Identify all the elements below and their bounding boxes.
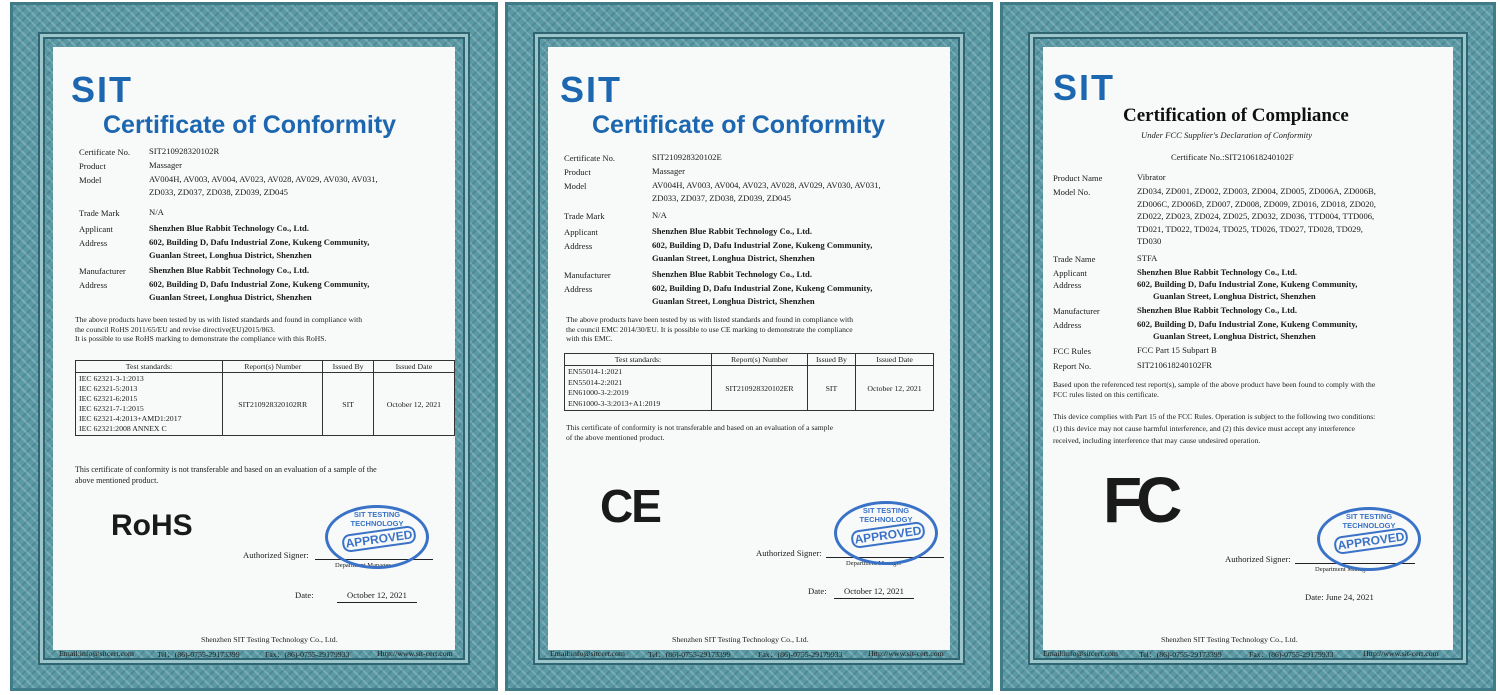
footer-email: Email:info@sitcert.com <box>550 649 625 658</box>
model-line: TD030 <box>1137 236 1162 246</box>
field-value: 602, Building D, Dafu Industrial Zone, Kukeng Community, <box>1137 279 1358 289</box>
field-label: Trade Mark <box>564 211 605 221</box>
certificate-paper <box>53 47 455 659</box>
field-label: Applicant <box>1053 268 1087 278</box>
model-line: TD021, TD022, TD024, TD025, TD026, TD027, TD028, TD029, <box>1137 223 1363 234</box>
footer-http: Http://www.sit-cert.com <box>377 649 453 658</box>
certificate-fcc <box>1000 2 1496 691</box>
stamp-ring-text: SIT TESTING TECHNOLOGY <box>350 510 404 528</box>
table-cell: SIT <box>323 373 373 436</box>
model-list <box>1137 185 1376 248</box>
field-label: Certificate No. <box>564 153 616 163</box>
standard-item: EN55014-2:2021 <box>568 377 623 387</box>
footer-fax: Fax：(86)-0755-29179933 <box>265 650 350 659</box>
date-label: Date: <box>295 590 314 600</box>
test-standards-table <box>75 360 455 436</box>
field-value: 602, Building D, Dafu Industrial Zone, Kukeng Community, <box>1137 319 1358 329</box>
stamp-center-text: APPROVED <box>1333 527 1409 555</box>
footer-tel: Tel：(86)-0755-29173399 <box>648 650 731 659</box>
field-label: Address <box>564 284 593 294</box>
standard-item: IEC 62321:2008 ANNEX C <box>79 424 167 433</box>
date-label: Date: <box>808 586 827 596</box>
test-standards-table <box>564 353 934 411</box>
footer-fax: Fax：(86)-0755-29179933 <box>1249 650 1334 659</box>
field-label: Manufacturer <box>79 266 126 276</box>
field-label: Manufacturer <box>1053 306 1100 316</box>
field-value: Massager <box>149 160 182 170</box>
transfer-note <box>75 464 455 486</box>
date-text: Date: June 24, 2021 <box>1305 592 1374 602</box>
footer-company: Shenzhen SIT Testing Technology Co., Ltd. <box>672 635 809 644</box>
field-label: Product Name <box>1053 173 1103 183</box>
signer-title: Department Manager <box>335 562 391 569</box>
field-value-line2: Guanlan Street, Longhua District, Shenzhen <box>1153 331 1316 341</box>
standard-item: IEC 62321-7-1:2015 <box>79 404 144 413</box>
field-label: Report No. <box>1053 361 1092 371</box>
field-label: Address <box>564 241 593 251</box>
field-label: Address <box>1053 280 1082 290</box>
standard-item: EN61000-3-3:2013+A1:2019 <box>568 398 661 408</box>
table-cell-standards <box>565 366 712 411</box>
statement-line: FCC rules listed on this certificate. <box>1053 389 1159 399</box>
field-value: Shenzhen Blue Rabbit Technology Co., Ltd. <box>1137 267 1297 277</box>
ce-mark: CE <box>600 480 660 532</box>
stamp-center-text: APPROVED <box>850 521 926 549</box>
field-value-line2: Guanlan Street, Longhua District, Shenzhen <box>652 253 815 263</box>
statement-line: received, including interference that may cause undesired operation. <box>1053 436 1261 445</box>
field-value-line2: Guanlan Street, Longhua District, Shenzhen <box>149 292 312 302</box>
table-header: Report(s) Number <box>712 354 808 366</box>
certificate-paper <box>548 47 950 659</box>
field-value: SIT210618240102FR <box>1137 360 1212 370</box>
fcc-compliance-statement <box>1053 411 1449 447</box>
stamp-center-text: APPROVED <box>341 525 417 553</box>
model-line: ZD022, ZD023, ZD024, ZD025, ZD032, ZD036, TTD004, TTD006, <box>1137 211 1375 221</box>
field-value: 602, Building D, Dafu Industrial Zone, Kukeng Community, <box>652 240 873 250</box>
field-label: Applicant <box>79 224 113 234</box>
field-label: Trade Name <box>1053 254 1096 264</box>
field-value: Shenzhen Blue Rabbit Technology Co., Ltd. <box>149 223 309 233</box>
footer-tel: Tel：(86)-0755-29173399 <box>1139 650 1222 659</box>
footer-company: Shenzhen SIT Testing Technology Co., Ltd. <box>201 635 338 644</box>
field-label: FCC Rules <box>1053 346 1091 356</box>
note-line: This certificate of conformity is not transferable and based on an evaluation of a sample <box>566 423 833 432</box>
footer-http: Http://www.sit-cert.com <box>868 649 944 658</box>
field-value-line2: Guanlan Street, Longhua District, Shenzhen <box>652 296 815 306</box>
signer-title: Department Manager <box>846 560 902 567</box>
field-value: 602, Building D, Dafu Industrial Zone, Kukeng Community, <box>149 279 370 289</box>
certificate-subtitle: Under FCC Supplier's Declaration of Conformity <box>1141 130 1313 140</box>
stamp-ring-text: SIT TESTING TECHNOLOGY <box>859 506 913 524</box>
field-label: Manufacturer <box>564 270 611 280</box>
field-label: Model No. <box>1053 187 1091 197</box>
certificate-number: Certificate No.:SIT210618240102F <box>1171 152 1294 162</box>
field-value: Shenzhen Blue Rabbit Technology Co., Ltd. <box>652 269 812 279</box>
field-value: 602, Building D, Dafu Industrial Zone, Kukeng Community, <box>652 283 873 293</box>
field-label: Applicant <box>564 227 598 237</box>
statement-line: the council EMC 2014/30/EU. It is possible to use CE marking to demonstrate the compliance <box>566 324 853 334</box>
standard-item: IEC 62321-6:2015 <box>79 394 138 403</box>
certificate-rohs <box>10 2 498 691</box>
table-cell: SIT210928320102ER <box>712 366 808 411</box>
field-value: STFA <box>1137 253 1158 263</box>
field-value: Shenzhen Blue Rabbit Technology Co., Ltd. <box>1137 305 1297 315</box>
table-header: Issued Date <box>856 354 934 366</box>
table-cell: October 12, 2021 <box>373 373 454 436</box>
field-value: 602, Building D, Dafu Industrial Zone, Kukeng Community, <box>149 237 370 247</box>
note-line: of the above mentioned product. <box>566 432 665 442</box>
table-cell-standards <box>76 373 223 436</box>
table-cell: October 12, 2021 <box>856 366 934 411</box>
sit-logo: SIT <box>560 69 623 110</box>
field-value: SIT210928320102R <box>149 146 220 156</box>
signer-label: Authorized Signer: <box>1225 554 1291 564</box>
statement-line: The above products have been tested by us with listed standards and found in compliance with <box>75 315 363 324</box>
compliance-statement <box>566 315 946 344</box>
note-line: above mentioned product. <box>75 476 159 485</box>
statement-line: (1) this device may not cause harmful interference, and (2) this device must accept any interference <box>1053 424 1355 433</box>
table-header: Test standards: <box>565 354 712 366</box>
field-value: N/A <box>652 210 667 220</box>
statement-line: This device complies with Part 15 of the FCC Rules. Operation is subject to the following two conditions: <box>1053 412 1376 421</box>
field-value-line2: Guanlan Street, Longhua District, Shenzhen <box>1153 291 1316 301</box>
approved-stamp <box>834 501 938 565</box>
sit-logo: SIT <box>71 69 134 110</box>
field-value-line2: ZD033, ZD037, ZD038, ZD039, ZD045 <box>149 187 288 197</box>
stamp-ring-text: SIT TESTING TECHNOLOGY <box>1342 512 1396 530</box>
compliance-statement <box>75 315 455 344</box>
field-label: Address <box>79 238 108 248</box>
date-value: October 12, 2021 <box>834 585 914 599</box>
date-value: October 12, 2021 <box>337 589 417 603</box>
standard-item: IEC 62321-5:2013 <box>79 384 138 393</box>
based-statement <box>1053 380 1449 399</box>
footer-email: Email:info@sitcert.com <box>1043 649 1118 658</box>
model-line: ZD006C, ZD006D, ZD007, ZD008, ZD009, ZD016, ZD018, ZD020, <box>1137 198 1376 209</box>
signer-title: Department Manager <box>1315 566 1371 573</box>
field-label: Model <box>79 175 102 185</box>
table-cell: SIT210928320102RR <box>223 373 323 436</box>
standard-item: EN61000-3-2:2019 <box>568 388 629 397</box>
field-value: Shenzhen Blue Rabbit Technology Co., Ltd. <box>149 265 309 275</box>
statement-line: with this EMC. <box>566 334 613 343</box>
footer-company: Shenzhen SIT Testing Technology Co., Ltd. <box>1161 635 1298 644</box>
approved-stamp <box>1317 507 1421 571</box>
statement-line: The above products have been tested by us with listed standards and found in compliance with <box>566 315 854 324</box>
statement-line: Based upon the referenced test report(s), sample of the above product have been found to comply with the <box>1053 380 1376 389</box>
field-value-line2: Guanlan Street, Longhua District, Shenzhen <box>149 250 312 260</box>
standard-item: IEC 62321-4:2013+AMD1:2017 <box>79 414 182 423</box>
field-value: SIT210928320102E <box>652 152 722 162</box>
field-value: Vibrator <box>1137 172 1166 182</box>
statement-line: the council RoHS 2011/65/EU and revise directive(EU)2015/863. <box>75 324 275 334</box>
certificate-ce <box>505 2 993 691</box>
field-label: Trade Mark <box>79 208 120 218</box>
field-value: FCC Part 15 Subpart B <box>1137 345 1217 355</box>
standard-item: IEC 62321-3-1:2013 <box>79 374 144 383</box>
note-line: This certificate of conformity is not transferable and based on an evaluation of a sample of the <box>75 465 377 474</box>
table-header: Test standards: <box>76 361 223 373</box>
table-header: Issued Date <box>373 361 454 373</box>
footer-email: Email:info@sitcert.com <box>59 649 134 658</box>
certificate-title: Certificate of Conformity <box>592 111 886 139</box>
field-value: AV004H, AV003, AV004, AV023, AV028, AV029, AV030, AV031, <box>149 174 378 184</box>
table-cell: SIT <box>807 366 855 411</box>
footer-fax: Fax：(86)-0755-29179933 <box>758 650 843 659</box>
approved-stamp <box>325 505 429 569</box>
field-label: Address <box>79 280 108 290</box>
rohs-mark: RoHS <box>111 509 193 542</box>
model-line: ZD034, ZD001, ZD002, ZD003, ZD004, ZD005, ZD006A, ZD006B, <box>1137 186 1376 196</box>
table-header: Issued By <box>323 361 373 373</box>
table-header: Report(s) Number <box>223 361 323 373</box>
field-label: Certificate No. <box>79 147 131 157</box>
signer-label: Authorized Signer: <box>756 548 822 558</box>
field-label: Model <box>564 181 587 191</box>
field-label: Product <box>79 161 106 171</box>
field-value: Shenzhen Blue Rabbit Technology Co., Ltd. <box>652 226 812 236</box>
transfer-note <box>566 423 936 442</box>
footer-tel: Tel：(86)-0755-29173399 <box>157 650 240 659</box>
statement-line: It is possible to use RoHS marking to demonstrate the compliance with this RoHS. <box>75 334 327 343</box>
fcc-mark: FC <box>1103 464 1177 536</box>
certificate-title: Certificate of Conformity <box>103 111 397 139</box>
field-value-line2: ZD033, ZD037, ZD038, ZD039, ZD045 <box>652 193 791 203</box>
field-value: N/A <box>149 207 164 217</box>
table-header: Issued By <box>807 354 855 366</box>
signer-label: Authorized Signer: <box>243 550 309 560</box>
sit-logo: SIT <box>1053 67 1116 108</box>
field-value: Massager <box>652 166 685 176</box>
field-label: Product <box>564 167 591 177</box>
standard-item: EN55014-1:2021 <box>568 367 623 376</box>
certificate-paper <box>1043 47 1453 659</box>
field-value: AV004H, AV003, AV004, AV023, AV028, AV029, AV030, AV031, <box>652 180 881 190</box>
footer-http: Http://www.sit-cert.com <box>1363 649 1439 658</box>
certificate-title: Certification of Compliance <box>1123 105 1349 126</box>
field-label: Address <box>1053 320 1082 330</box>
